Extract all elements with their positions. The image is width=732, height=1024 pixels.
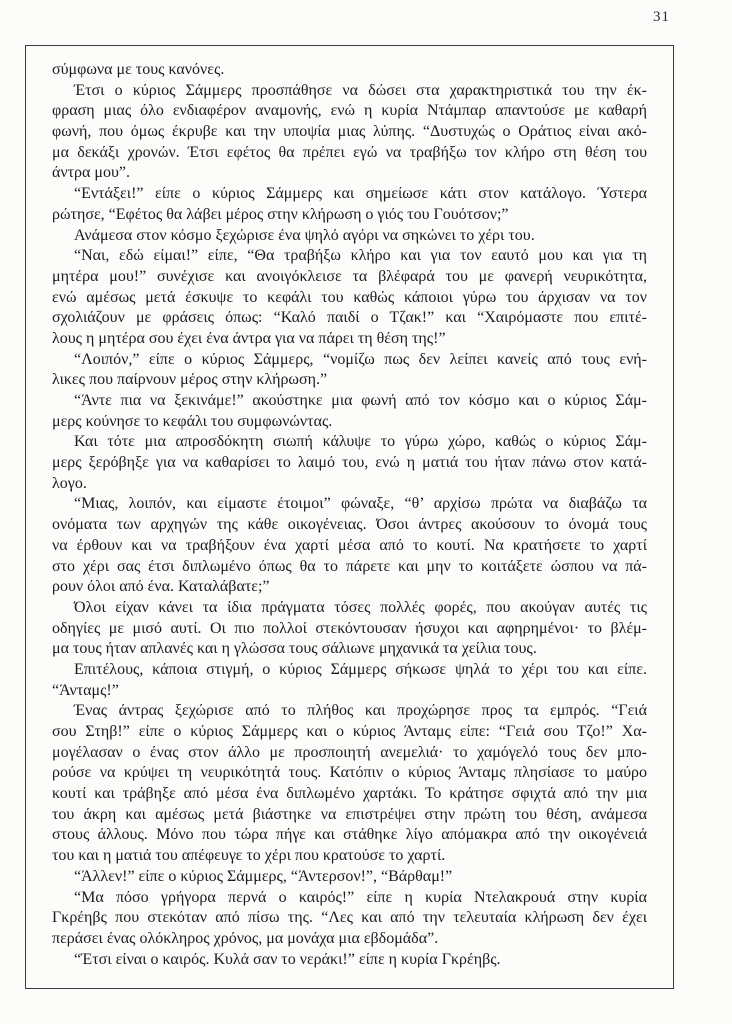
text-line: Επιτέλους, κάποια στιγμή, ο κύριος Σάμμερς σήκωσε ψηλά το χέρι του και είπε. <box>74 660 647 678</box>
text-line: “Άλλεν!” είπε ο κύριος Σάμμερς, “Άντερσον!”, “Βάρθαμ!” <box>74 867 453 885</box>
text-line: οδηγίες με μισό αυτί. Οι πιο πολλοί στεκόντουσαν ήσυχοι και αφηρημένοι· το βλέμ- <box>52 619 647 637</box>
text-line: Και τότε μια απροσδόκητη σιωπή κάλυψε το γύρω χώρο, καθώς ο κύριος Σάμ- <box>74 433 647 451</box>
text-line: Ανάμεσα στον κόσμο ξεχώρισε ένα ψηλό αγόρι να σηκώνει το χέρι του. <box>74 226 535 244</box>
text-line: σου Στηβ!” είπε ο κύριος Σάμμερς και ο κύριος Άνταμς είπε: “Γειά σου Τζο!” Χα- <box>52 723 647 740</box>
text-line: σύμφωνα με τους κανόνες. <box>52 61 225 78</box>
text-line: “Μα πόσο γρήγορα περνά ο καιρός!” είπε η κυρία Ντελακρουά στην κυρία <box>74 888 647 906</box>
text-line: ρούσε να κρύψει τη νευρικότητά τους. Κατόπιν ο κύριος Άνταμς πλησίασε το μαύρο <box>52 764 647 782</box>
text-line: φωνή, που όμως έκρυβε και την υποψία μιας λύπης. “Δυστυχώς ο Οράτιος είναι ακό- <box>52 123 647 141</box>
text-line: λους η μητέρα σου έχει ένα άντρα για να πάρει τη θέση της!” <box>52 329 446 347</box>
text-line: ενώ αμέσως μετά έσκυψε το κεφάλι του καθώς κάποιοι γύρω του άρχισαν να τον <box>52 288 647 306</box>
text-line: να έρθουν και να τραβήξουν ένα χαρτί μέσα από το κουτί. Να κρατήσετε το χαρτί <box>52 536 647 554</box>
text-line: μογέλασαν ο ένας στον άλλο με προσποιητή ανεμελιά· το χαμόγελό τους δεν μπο- <box>52 743 647 761</box>
text-line: “Μιας, λοιπόν, και είμαστε έτοιμοι” φώναξε, “θ’ αρχίσω πρώτα να διαβάζω τα <box>74 495 647 513</box>
text-line: μα δεκάξι χρονών. Έτσι εφέτος θα πρέπει εγώ να τραβήξω τον κλήρο στη θέση του <box>52 143 647 161</box>
text-line: κουτί και τράβηξε από μέσα ένα διπλωμένο χαρτάκι. Το κράτησε σφιχτά από την μια <box>52 785 647 803</box>
text-line: του και η ματιά του απέφευγε το χέρι που κρατούσε το χαρτί. <box>52 847 446 865</box>
text-line: Έτσι ο κύριος Σάμμερς προσπάθησε να δώσει στα χαρακτηριστικά του την έκ- <box>74 81 647 99</box>
text-line: Ένας άντρας ξεχώρισε από το πλήθος και προχώρησε προς τα εμπρός. “Γειά <box>74 702 647 720</box>
text-line: ονόματα των αρχηγών της κάθε οικογένειας. Όσοι άντρες ακούσουν το όνομά τους <box>52 516 647 534</box>
text-line: στους άλλους. Μόνο που τώρα πήγε και στάθηκε λίγο απόμακρα από την οικογένειά <box>52 826 647 844</box>
text-line: λογο. <box>52 474 87 492</box>
text-line: μητέρα μου!” συνέχισε και ανοιγόκλεισε τα βλέφαρά του με φανερή νευρικότητα, <box>52 267 647 285</box>
text-line: άντρα μου”. <box>52 164 131 182</box>
text-line: Όλοι είχαν κάνει τα ίδια πράγματα τόσες πολλές φορές, που ακούγαν αυτές τις <box>74 598 647 616</box>
text-line: ρουν όλοι από ένα. Καταλάβατε;” <box>52 578 270 596</box>
text-line: μα τους ήταν απλανές και η γλώσσα τους σάλιωνε μηχανικά τα χείλια τους. <box>52 640 537 658</box>
text-line: μερς ξερόβηξε για να καθαρίσει το λαιμό του, ενώ η ματιά του ήταν πάνω στον κατά- <box>52 454 647 472</box>
text-line: Γκρέηβς που στεκόταν από πίσω της. “Λες και από την τελευταία κλήρωση δεν έχει <box>52 909 647 927</box>
text-line: “Άνταμς!” <box>52 681 119 699</box>
text-frame-border <box>25 45 674 989</box>
text-line: “Ναι, εδώ είμαι!” είπε, “Θα τραβήξω κλήρο και για τον εαυτό μου και για τη <box>74 247 647 265</box>
text-line: του άκρη και αμέσως μετά βιάστηκε να επιστρέψει στην πρώτη του θέση, ανάμεσα <box>52 805 647 823</box>
text-line: περάσει ένας ολόκληρος χρόνος, μα μονάχα μια εβδομάδα”. <box>52 929 439 947</box>
page-number: 31 <box>653 9 670 25</box>
text-line: λικες που παίρνουν μέρος στην κλήρωση.” <box>52 371 328 389</box>
text-line: φραση μιας όλο ενδιαφέρον αναμονής, ενώ η κυρία Ντάμπαρ απαντούσε με καθαρή <box>52 102 647 120</box>
text-line: “Εντάξει!” είπε ο κύριος Σάμμερς και σημείωσε κάτι στον κατάλογο. Ύστερα <box>74 185 647 203</box>
body-text <box>26 46 673 970</box>
text-line: στο χέρι σας έτσι διπλωμένο όπως θα το πάρετε και μην το κοιτάξετε ώσπου να πά- <box>52 557 647 575</box>
text-line: “Άντε πια να ξεκινάμε!” ακούστηκε μια φωνή από τον κόσμο και ο κύριος Σάμ- <box>74 392 647 409</box>
text-line: σχολιάζουν με φράσεις όπως: “Καλό παιδί ο Τζακ!” και “Χαιρόμαστε που επιτέ- <box>52 309 647 327</box>
text-line: “Έτσι είναι ο καιρός. Κυλά σαν το νεράκι!” είπε η κυρία Γκρέηβς. <box>74 950 501 968</box>
text-line: “Λοιπόν,” είπε ο κύριος Σάμμερς, “νομίζω πως δεν λείπει κανείς από τους ενή- <box>74 350 647 368</box>
text-line: ρώτησε, “Εφέτος θα λάβει μέρος στην κλήρωση ο γιός του Γουότσον;” <box>52 205 509 223</box>
text-line: μερς κούνησε το κεφάλι του συμφωνώντας. <box>52 412 333 430</box>
